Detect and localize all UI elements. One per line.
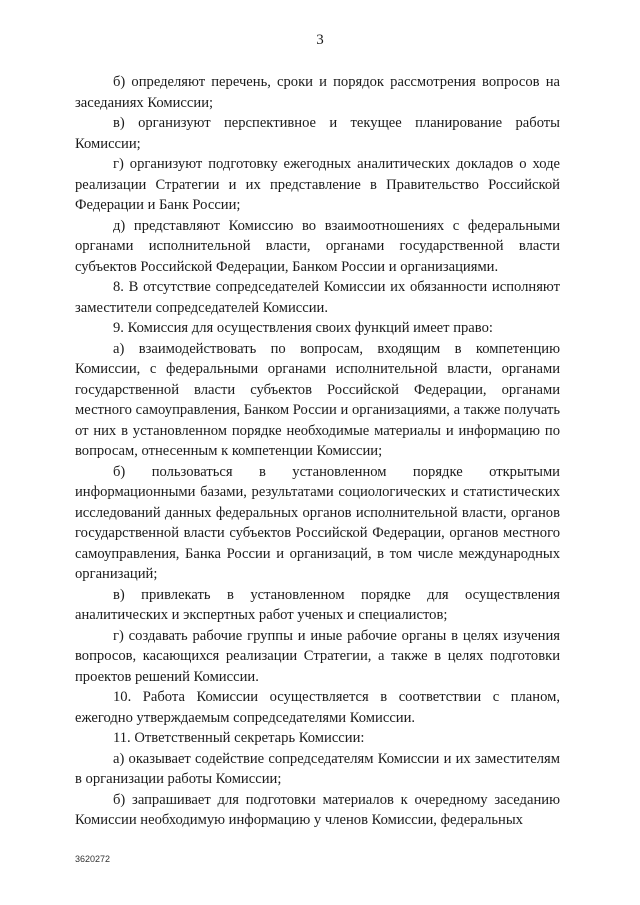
paragraph-11a: а) оказывает содействие сопредседателям Комиссии и их заместителям в организации работы Комиссии; [75,750,560,787]
document-code: 3620272 [75,854,111,864]
paragraph-11: 11. Ответственный секретарь Комиссии: [113,730,365,746]
page-number: 3 [316,32,324,48]
paragraph-9a: а) взаимодействовать по вопросам, входящим в компетенцию Комиссии, с федеральными органами исполнительной власти, органами государственной власти субъектов Российской Федерации, органами местного самоуправления, Банком России и организациями, а также получать от них в установленном порядке необходимые материалы и информацию по вопросам, отнесенным к компетенции Комиссии; [75,340,560,459]
paragraph-10: 10. Работа Комиссии осуществляется в соответствии с планом, ежегодно утверждаемым сопредседателями Комиссии. [75,689,560,726]
paragraph-g-reports: г) организуют подготовку ежегодных аналитических докладов о ходе реализации Стратегии и их представление в Правительство Российской Федерации и Банк России; [75,156,560,213]
paragraph-9g: г) создавать рабочие группы и иные рабочие органы в целях изучения вопросов, касающихся реализации Стратегии, а также в целях подготовки проектов решений Комиссии. [75,627,560,685]
paragraph-v-planning: в) организуют перспективное и текущее планирование работы Комиссии; [75,115,560,152]
paragraph-9: 9. Комиссия для осуществления своих функций имеет право: [113,320,493,336]
paragraph-11b: б) запрашивает для подготовки материалов к очередному заседанию Комиссии необходимую информацию у членов Комиссии, федеральных [75,791,560,828]
paragraph-d-representation: д) представляют Комиссию во взаимоотношениях с федеральными органами исполнительной власти, органами государственной власти субъектов Российской Федерации, Банком России и организациями. [75,217,560,275]
paragraph-9v: в) привлекать в установленном порядке для осуществления аналитических и экспертных работ ученых и специалистов; [75,586,560,623]
paragraph-b-agenda: б) определяют перечень, сроки и порядок рассмотрения вопросов на заседаниях Комиссии; [75,74,560,111]
paragraph-9b: б) пользоваться в установленном порядке открытыми информационными базами, результатами социологических и статистических исследований данных федеральных органов исполнительной власти, органов государственной власти субъектов Российской Федерации, органов местного самоуправления, Банка России и организаций, в том числе международных организаций; [75,463,560,582]
paragraph-8: 8. В отсутствие сопредседателей Комиссии их обязанности исполняют заместители сопредседателей Комиссии. [75,279,560,316]
document-body [75,72,560,831]
